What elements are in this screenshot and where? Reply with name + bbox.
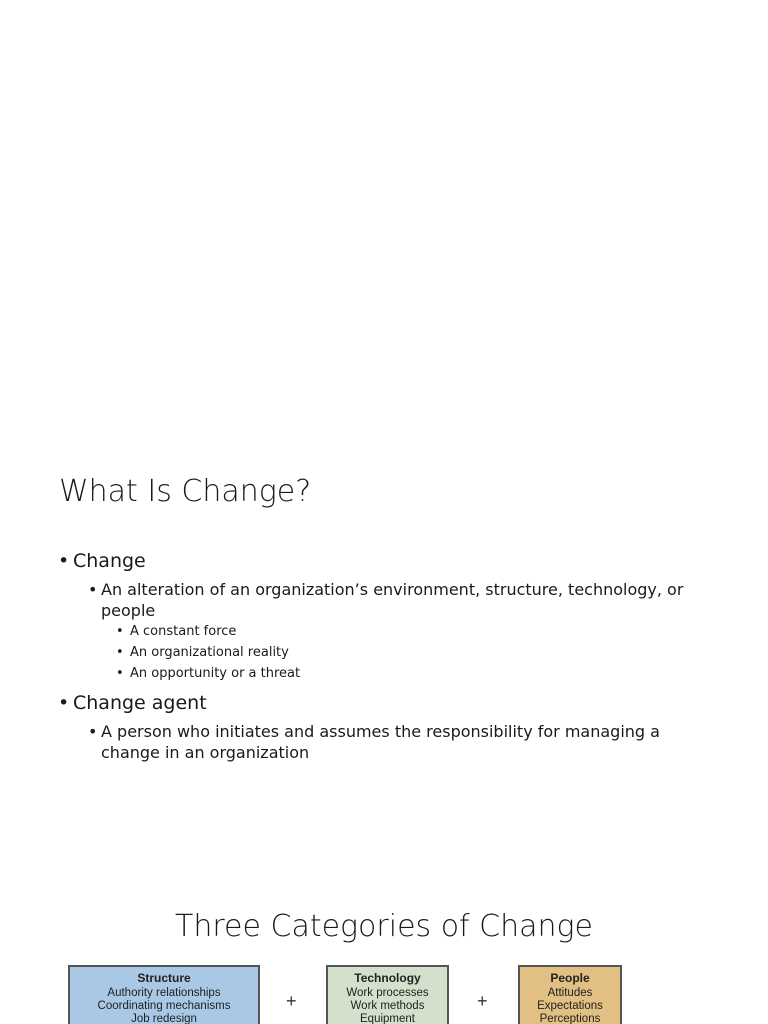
bullet-dot: • <box>116 624 124 639</box>
bullet-dot: • <box>88 580 98 599</box>
category-item: Authority relationships <box>107 987 221 999</box>
category-title: Technology <box>354 971 421 985</box>
bullet-text: An alteration of an organization’s environment, structure, technology, or people <box>101 580 684 620</box>
bullet-dot: • <box>116 645 124 660</box>
bullet-text: Change <box>73 550 146 572</box>
bullet-dot: • <box>116 666 124 681</box>
slide-title-categories: Three Categories of Change <box>175 909 593 944</box>
plus-sign: + <box>477 991 488 1011</box>
category-item: Expectations <box>537 1000 603 1012</box>
bullet-text: A constant force <box>130 624 237 639</box>
bullet-text: Change agent <box>73 692 207 714</box>
bullet-dot: • <box>88 722 98 741</box>
bullet-dot: • <box>58 550 70 572</box>
bullet-text: A person who initiates and assumes the responsibility for managing a change in an organization <box>101 722 660 762</box>
category-technology-box <box>326 965 449 1024</box>
category-people-box <box>518 965 622 1024</box>
bullet-text: An organizational reality <box>130 645 289 660</box>
category-item: Work processes <box>346 987 429 999</box>
category-item: Job redesign <box>131 1013 197 1024</box>
category-title: Structure <box>137 971 191 985</box>
category-structure-box <box>68 965 260 1024</box>
plus-sign: + <box>286 991 297 1011</box>
category-item: Equipment <box>360 1013 415 1024</box>
category-item: Attitudes <box>547 987 593 999</box>
category-item: Work methods <box>350 1000 425 1012</box>
category-item: Perceptions <box>539 1013 601 1024</box>
bullet-dot: • <box>58 692 70 714</box>
category-item: Coordinating mechanisms <box>97 1000 231 1012</box>
bullet-text: An opportunity or a threat <box>130 666 301 681</box>
slide-title: What Is Change? <box>59 474 312 509</box>
category-title: People <box>550 971 590 985</box>
